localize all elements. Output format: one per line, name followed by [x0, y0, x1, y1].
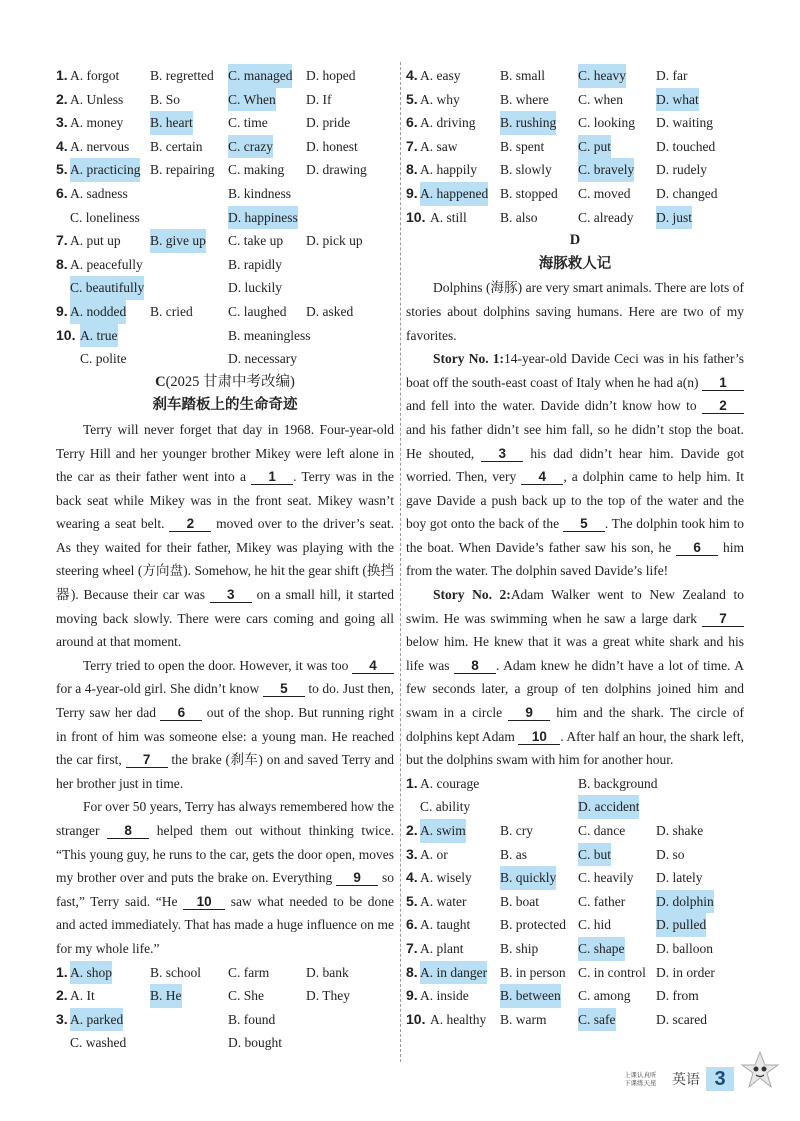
option-c: C. polite [80, 351, 127, 367]
option-a: A. courage [420, 775, 480, 791]
option-d: D. bank [306, 964, 349, 980]
passage-d-question-8 [406, 961, 744, 985]
passage-c-question-3 [56, 1008, 394, 1032]
option-d: D. in order [656, 964, 715, 980]
option-c: C. among [578, 988, 631, 1004]
option-b: B. where [500, 91, 549, 107]
subject-label: 英语 [672, 1072, 700, 1088]
footer-slogan: 上课认真听 下课练天星 [624, 1071, 657, 1087]
question-number: 4. [56, 137, 68, 154]
option-d-answer: D. what [656, 88, 699, 112]
option-a-answer: A. true [80, 324, 118, 348]
blank-10: 10 [183, 894, 225, 910]
passage-d-story-2: Story No. 2:Adam Walker went to New Zealand to swim. He was swimming when he saw a large dark 7 below him. He knew that it was a great white shark and his life was 8 . Adam knew he didn’t have a lot of time. A few seconds later, a group of ten dolphins joined him and swam in a circle 9 him and the shark. The circle of dolphins kept Adam 10 . After half an hour, the shark left, but the dolphins swam with him for another hour. [406, 587, 745, 768]
question-number: 1. [56, 67, 68, 83]
question-number: 5. [406, 90, 418, 107]
option-a: A. sadness [70, 185, 128, 201]
option-a: A. healthy [430, 1011, 487, 1027]
question-10 [56, 324, 394, 348]
page-number: 3 [706, 1067, 734, 1091]
passage-c-paragraph-1: Terry will never forget that day in 1968. Four-year-old Terry Hill and her younger brother Mikey were left alone in the car as their father went into a 1 . Terry was in the back seat while Mikey was in the front seat. Mikey wasn’t wearing a seat belt. 2 moved over to the driver’s seat. As they waited for their father, Mikey was playing with the steering wheel (方向盘). Somehow, he hit the gear shift (换挡器). Because their car was 3 on a small hill, it started moving back slowly. There were cars coming and going all around at that moment. [56, 421, 395, 650]
story-2-label: Story No. 2: [433, 587, 511, 603]
option-a: A. nervous [70, 138, 130, 154]
question-6 [56, 182, 394, 206]
option-c: C. looking [578, 115, 636, 131]
option-d-answer: D. just [656, 206, 692, 230]
passage-d-question-3 [406, 843, 744, 867]
passage-c-question-2 [56, 984, 394, 1008]
question-number: 3. [406, 845, 418, 862]
option-c: C. take up [228, 233, 284, 249]
option-b: B. ship [500, 940, 539, 956]
option-d: D. shake [656, 823, 704, 838]
option-c-answer: C. shape [578, 937, 625, 961]
option-b-answer: B. give up [150, 229, 206, 253]
question-number: 6. [406, 916, 418, 933]
question-number: 6. [406, 114, 418, 131]
blank-5: 5 [263, 681, 305, 697]
question-number: 2. [56, 90, 68, 107]
question-number: 10. [406, 208, 426, 225]
option-c: C. time [228, 115, 268, 131]
option-c: C. in control [578, 964, 646, 980]
option-c: C. heavily [578, 870, 634, 886]
option-c-answer: C. beautifully [70, 276, 144, 300]
question-5 [56, 158, 394, 182]
option-a-answer: A. in danger [420, 961, 487, 985]
option-a-answer: A. parked [70, 1008, 123, 1032]
option-b: B. also [500, 209, 538, 225]
page-footer [624, 1068, 734, 1090]
option-a: A. forgot [70, 68, 120, 83]
option-a-answer: A. nodded [70, 300, 126, 324]
option-b: B. meaningless [228, 327, 311, 343]
option-c-answer: C. heavy [578, 64, 626, 88]
blank-6: 6 [676, 540, 718, 556]
question-1 [56, 64, 394, 88]
option-d: D. hoped [306, 68, 356, 83]
option-d: D. from [656, 988, 699, 1004]
question-8-row-2 [56, 276, 394, 300]
option-b: B. warm [500, 1011, 547, 1027]
option-d: D. They [306, 988, 350, 1004]
blank-1: 1 [251, 469, 293, 485]
option-d: D. necessary [228, 351, 297, 367]
question-2 [56, 88, 394, 112]
option-b: B. background [578, 775, 658, 791]
passage-c-question-1 [56, 961, 394, 985]
option-b: B. protected [500, 917, 566, 933]
passage-c-question-10 [406, 206, 744, 230]
question-10-row-2 [56, 347, 394, 371]
option-a: A. inside [420, 988, 469, 1004]
option-b: B. in person [500, 964, 566, 980]
option-a-answer: A. swim [420, 819, 466, 843]
blank-3: 3 [481, 446, 523, 462]
question-number: 4. [406, 67, 418, 83]
passage-c-question-4 [406, 64, 744, 88]
option-d: D. rudely [656, 162, 707, 178]
option-a-answer: A. practicing [70, 158, 140, 182]
option-b: B. regretted [150, 68, 214, 83]
option-c-answer: C. crazy [228, 135, 273, 159]
option-d: D. lately [656, 870, 703, 886]
option-c: C. moved [578, 185, 631, 201]
passage-d-question-1 [406, 772, 744, 796]
question-number: 1. [406, 774, 418, 791]
passage-c-question-6 [406, 111, 744, 135]
question-number: 9. [406, 987, 418, 1004]
question-number: 1. [56, 963, 68, 980]
option-d-answer: D. dolphin [656, 890, 714, 914]
option-b: B. boat [500, 893, 539, 909]
option-b-answer: B. quickly [500, 866, 556, 890]
option-b-answer: B. heart [150, 111, 193, 135]
option-d-answer: D. accident [578, 795, 639, 819]
option-d: D. far [656, 68, 688, 83]
option-c: C. washed [70, 1035, 127, 1051]
passage-d-question-4 [406, 866, 744, 890]
passage-c-question-9 [406, 182, 744, 206]
option-a-answer: A. shop [70, 961, 112, 985]
question-number: 7. [406, 939, 418, 956]
blank-2: 2 [169, 516, 211, 532]
question-number: 8. [406, 161, 418, 178]
option-b: B. spent [500, 138, 545, 154]
option-c: C. dance [578, 823, 626, 838]
question-number: 9. [56, 302, 68, 319]
blank-9: 9 [336, 870, 378, 886]
passage-c-question-8 [406, 158, 744, 182]
blank-7: 7 [702, 611, 744, 627]
option-c-answer: C. put [578, 135, 611, 159]
option-b: B. So [150, 91, 181, 107]
option-a: A. saw [420, 138, 458, 154]
passage-d-question-10 [406, 1008, 744, 1032]
section-c-title [56, 371, 394, 395]
question-number: 8. [406, 963, 418, 980]
option-d-answer: D. pulled [656, 913, 706, 937]
option-a: A. taught [420, 917, 471, 933]
question-number: 2. [406, 822, 418, 838]
option-d: D. balloon [656, 940, 713, 956]
star-mascot-icon [740, 1050, 780, 1094]
question-number: 2. [56, 987, 68, 1004]
option-a: A. plant [420, 940, 464, 956]
blank-8: 8 [107, 823, 149, 839]
option-d: D. pick up [306, 233, 363, 249]
blank-8: 8 [454, 658, 496, 674]
option-b: B. small [500, 68, 546, 83]
question-number: 7. [406, 137, 418, 154]
option-d: D. drawing [306, 162, 367, 178]
option-c: C. laughed [228, 303, 287, 319]
option-a: A. driving [420, 115, 476, 131]
question-number: 6. [56, 184, 68, 201]
passage-d-question-7 [406, 937, 744, 961]
option-c: C. making [228, 162, 285, 178]
section-letter: C [155, 373, 166, 390]
option-c-answer: C. but [578, 843, 611, 867]
question-7 [56, 229, 394, 253]
option-a: A. still [430, 209, 467, 225]
option-b: B. certain [150, 138, 203, 154]
question-4 [56, 135, 394, 159]
section-source-note: (2025 甘肃中考改编) [165, 373, 295, 390]
question-3 [56, 111, 394, 135]
question-6-row-2 [56, 206, 394, 230]
option-b: B. cried [150, 303, 193, 319]
option-b-answer: B. He [150, 984, 182, 1008]
section-c-subtitle: 刹车踏板上的生命奇迹 [152, 397, 298, 414]
option-d: D. waiting [656, 115, 713, 131]
option-b: B. found [228, 1011, 276, 1027]
question-number: 5. [406, 892, 418, 909]
option-d: D. scared [656, 1011, 707, 1027]
option-a-answer: A. happened [420, 182, 488, 206]
passage-c-question-5 [406, 88, 744, 112]
option-a: A. water [420, 893, 467, 909]
option-c-answer: C. managed [228, 64, 292, 88]
question-9 [56, 300, 394, 324]
section-d-title: D [569, 232, 581, 249]
left-column [56, 64, 394, 1055]
option-b: B. as [500, 846, 527, 862]
option-d: D. If [306, 91, 332, 107]
passage-d-question-2 [406, 819, 744, 843]
option-d: D. changed [656, 185, 718, 201]
option-c: C. hid [578, 917, 612, 933]
question-number: 8. [56, 255, 68, 272]
passage-d-story-1: Story No. 1:14-year-old Davide Ceci was in his father’s boat off the south-east coast of Italy when he had a(n) 1 and fell into the water. Davide didn’t know how to 2 and his father didn’t see him fall, so he didn’t stop the boat. He shouted, 3 his dad didn’t hear him. Davide got worried. Then, very 4 , a dolphin came to help him. It gave Davide a push back up to the top of the water and the boy got onto the back of the 5 . The dolphin took him to the boat. When Davide’s father saw his son, he 6 him from the water. The dolphin saved Davide’s life! [406, 351, 745, 579]
column-divider [400, 62, 401, 1062]
option-b: B. repairing [150, 162, 215, 178]
passage-c-paragraph-2: Terry tried to open the door. However, it was too 4 for a 4-year-old girl. She didn’t know 5 to do. Just then, Terry saw her dad 6 out of the shop. But running right in front of him was someone else: a young man. He reached the car first, 7 the brake (刹车) on and saved Terry and her brother just in time. [56, 657, 395, 791]
option-c-answer: C. When [228, 88, 276, 112]
option-d: D. asked [306, 303, 354, 319]
question-number: 3. [56, 1010, 68, 1027]
option-b: B. kindness [228, 185, 292, 201]
option-a: A. happily [420, 162, 477, 178]
question-number: 7. [56, 232, 68, 249]
passage-d-question-9 [406, 984, 744, 1008]
blank-1: 1 [702, 375, 744, 391]
question-number: 10. [406, 1010, 426, 1027]
option-a: A. put up [70, 233, 121, 249]
option-b-answer: B. between [500, 984, 561, 1008]
question-number: 5. [56, 161, 68, 178]
blank-6: 6 [160, 705, 202, 721]
option-a: A. easy [420, 68, 461, 83]
option-c-answer: C. bravely [578, 158, 634, 182]
option-b: B. stopped [500, 185, 558, 201]
option-b: B. school [150, 964, 202, 980]
option-a: A. money [70, 115, 124, 131]
option-c: C. when [578, 91, 623, 107]
option-c: C. She [228, 988, 265, 1004]
option-c: C. already [578, 209, 634, 225]
question-number: 10. [56, 326, 76, 343]
option-c: C. farm [228, 964, 270, 980]
blank-4: 4 [352, 658, 394, 674]
story-1-label: Story No. 1: [433, 351, 505, 367]
option-d: D. so [656, 846, 685, 862]
option-a: A. peacefully [70, 256, 143, 272]
option-c: C. ability [420, 799, 471, 815]
blank-9: 9 [508, 705, 550, 721]
passage-c-question-3-row-2 [56, 1031, 394, 1055]
passage-c-question-7 [406, 135, 744, 159]
passage-d-intro: Dolphins (海豚) are very smart animals. There are lots of stories about dolphins saving humans. Here are two of my favorites. [406, 280, 744, 343]
option-d: D. pride [306, 115, 351, 131]
right-column [406, 64, 744, 1031]
passage-c-paragraph-3: For over 50 years, Terry has always remembered how the stranger 8 helped them out without thinking twice. “This young guy, he runs to the car, gets the door open, moves my brother over and puts the brake on. Everything 9 so fast,” Terry said. “He 10 saw what needed to be done and acted immediately. That has made a huge influence on me for my whole life.” [56, 799, 395, 956]
question-number: 4. [406, 869, 418, 886]
option-d: D. touched [656, 138, 716, 154]
option-a: A. wisely [420, 870, 472, 886]
option-c-answer: C. safe [578, 1008, 616, 1032]
option-a: A. why [420, 91, 460, 107]
passage-d-question-6 [406, 913, 744, 937]
option-b: B. slowly [500, 162, 552, 178]
passage-d-question-5 [406, 890, 744, 914]
option-b-answer: B. rushing [500, 111, 556, 135]
option-a: A. or [420, 846, 448, 862]
option-a: A. It [70, 988, 95, 1004]
blank-10: 10 [518, 729, 560, 745]
option-c: C. loneliness [70, 209, 140, 225]
option-b: B. rapidly [228, 256, 282, 272]
blank-5: 5 [563, 516, 605, 532]
option-c: C. father [578, 893, 626, 909]
question-number: 9. [406, 184, 418, 201]
option-b: B. cry [500, 823, 533, 838]
question-number: 3. [56, 114, 68, 131]
blank-7: 7 [126, 752, 168, 768]
question-8 [56, 253, 394, 277]
blank-2: 2 [702, 398, 744, 414]
section-d-subtitle: 海豚救人记 [538, 255, 612, 272]
passage-d-question-1-row-2 [406, 795, 744, 819]
option-d: D. honest [306, 138, 358, 154]
blank-4: 4 [521, 469, 563, 485]
option-d: D. bought [228, 1035, 282, 1051]
blank-3: 3 [210, 587, 252, 603]
option-d: D. luckily [228, 280, 282, 296]
option-a: A. Unless [70, 91, 124, 107]
option-d-answer: D. happiness [228, 206, 298, 230]
